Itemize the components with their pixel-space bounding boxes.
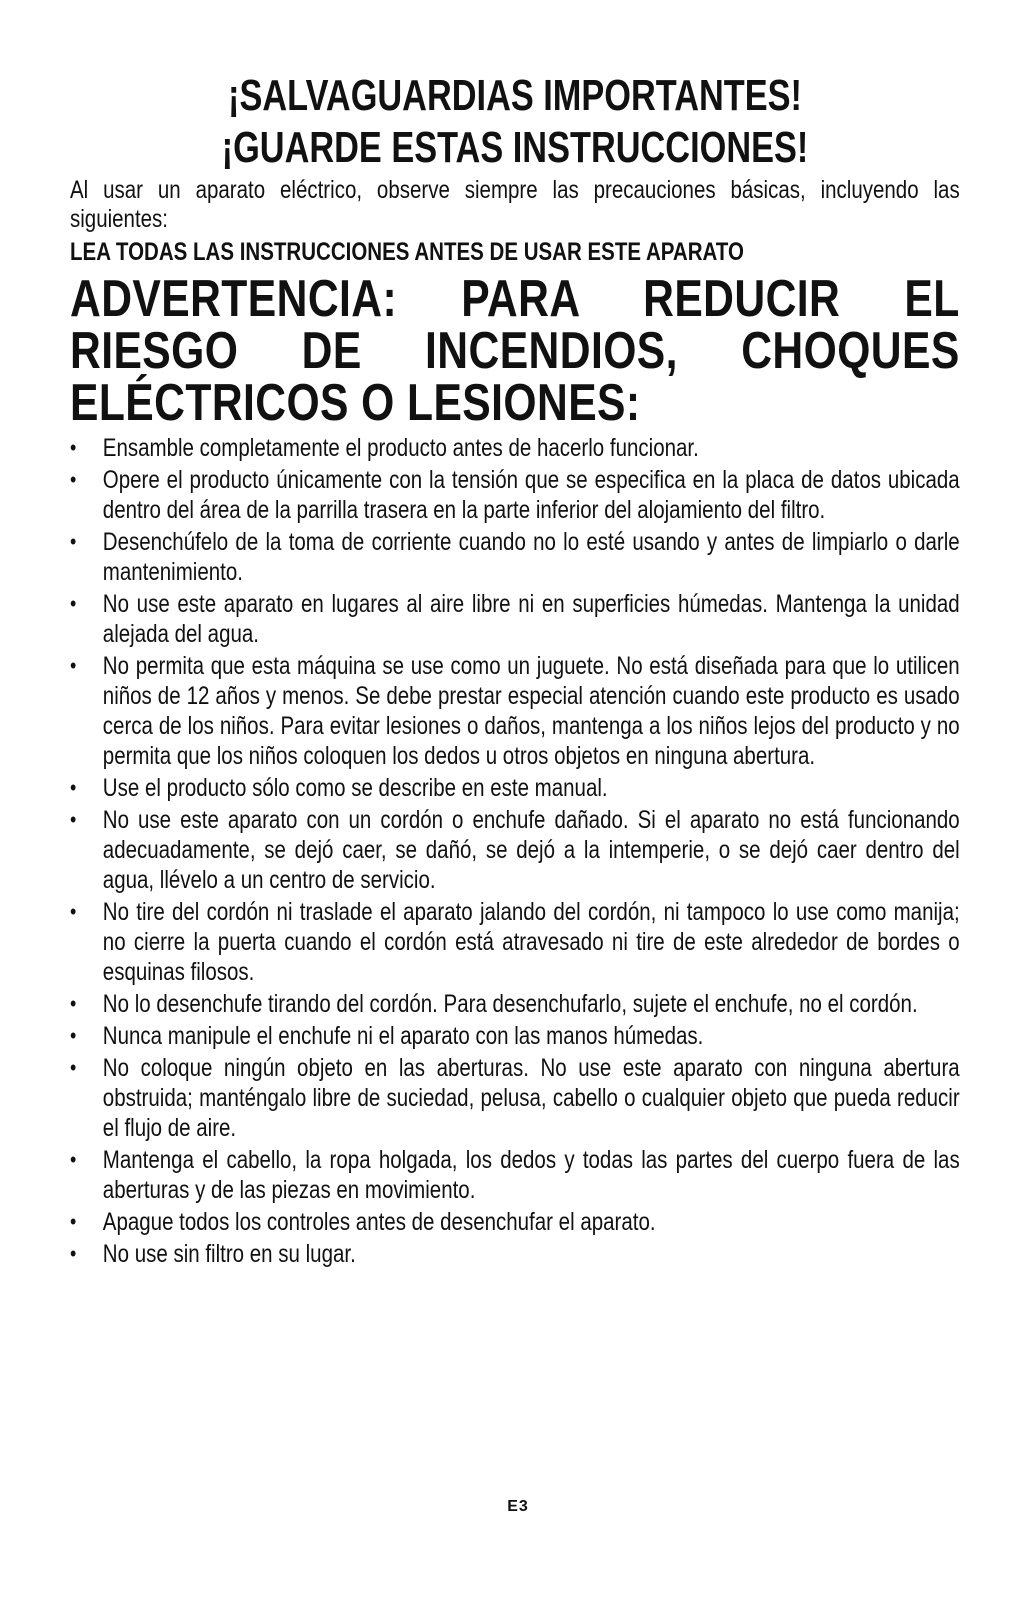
list-item-text: No lo desenchufe tirando del cordón. Para desenchufarlo, sujete el enchufe, no el cordón.	[102, 990, 918, 1018]
list-item	[70, 465, 960, 525]
list-item-text: Opere el producto únicamente con la tensión que se especifica en la placa de datos ubicada dentro del área de la parrilla trasera en la parte inferior del alojamiento del filtro.	[102, 466, 960, 524]
bullet-icon: •	[70, 529, 77, 554]
list-item-text: No use este aparato en lugares al aire libre ni en superficies húmedas. Mantenga la unidad alejada del agua.	[102, 590, 960, 648]
heading-line-2: ¡GUARDE ESTAS INSTRUCCIONES!	[221, 123, 809, 172]
bullet-icon: •	[70, 899, 77, 924]
list-item-text: Apague todos los controles antes de desenchufar el aparato.	[102, 1208, 656, 1236]
heading-block	[70, 70, 960, 174]
list-item-text: No use este aparato con un cordón o enchufe dañado. Si el aparato no está funcionando adecuadamente, se dejó caer, se dañó, se dejó a la intemperie, o se dejó caer dentro del agua, llévelo a un centro de servicio.	[102, 806, 960, 894]
list-item-text: Nunca manipule el enchufe ni el aparato con las manos húmedas.	[102, 1022, 704, 1050]
list-item	[70, 1021, 960, 1051]
list-item-text: Desenchúfelo de la toma de corriente cuando no lo esté usando y antes de limpiarlo o darle mantenimiento.	[102, 528, 960, 586]
list-item	[70, 773, 960, 803]
heading-line-1: ¡SALVAGUARDIAS IMPORTANTES!	[228, 71, 802, 120]
intro-paragraph: Al usar un aparato eléctrico, observe siempre las precauciones básicas, incluyendo las siguientes:	[70, 176, 960, 233]
body-content	[70, 176, 960, 1269]
bullet-icon: •	[70, 991, 77, 1016]
list-item-text: No tire del cordón ni traslade el aparato jalando del cordón, ni tampoco lo use como manija; no cierre la puerta cuando el cordón está atravesado ni tire de este alrededor de bordes o esquinas filosos.	[102, 898, 960, 986]
page-number: E3	[507, 1498, 529, 1515]
list-item	[70, 1053, 960, 1143]
list-item	[70, 527, 960, 587]
document-page	[70, 70, 960, 1271]
read-instructions-notice: LEA TODAS LAS INSTRUCCIONES ANTES DE USAR ESTE APARATO	[70, 238, 744, 266]
list-item	[70, 1239, 960, 1269]
list-item	[70, 589, 960, 649]
bullet-icon: •	[70, 1241, 77, 1266]
safety-rules-list	[70, 433, 960, 1269]
list-item	[70, 805, 960, 895]
list-item	[70, 433, 960, 463]
bullet-icon: •	[70, 1055, 77, 1080]
bullet-icon: •	[70, 1023, 77, 1048]
bullet-icon: •	[70, 591, 77, 616]
list-item	[70, 989, 960, 1019]
bullet-icon: •	[70, 1147, 77, 1172]
list-item-text: Mantenga el cabello, la ropa holgada, los dedos y todas las partes del cuerpo fuera de las aberturas y de las piezas en movimiento.	[102, 1146, 960, 1204]
list-item	[70, 897, 960, 987]
bullet-icon: •	[70, 467, 77, 492]
warning-heading: ADVERTENCIA: PARA REDUCIR EL RIESGO DE INCENDIOS, CHOQUES ELÉCTRICOS O LESIONES:	[70, 270, 960, 432]
list-item-text: No permita que esta máquina se use como un juguete. No está diseñada para que lo utilicen niños de 12 años y menos. Se debe prestar especial atención cuando este producto es usado cerca de los niños. Para evitar lesiones o daños, mantenga a los niños lejos del producto y no permita que los niños coloquen los dedos u otros objetos en ninguna abertura.	[102, 652, 960, 770]
bullet-icon: •	[70, 653, 77, 678]
bullet-icon: •	[70, 1209, 77, 1234]
bullet-icon: •	[70, 435, 77, 460]
list-item-text: No coloque ningún objeto en las aberturas. No use este aparato con ninguna abertura obstruida; manténgalo libre de suciedad, pelusa, cabello o cualquier objeto que pueda reducir el flujo de aire.	[102, 1054, 960, 1142]
list-item-text: No use sin filtro en su lugar.	[102, 1240, 356, 1268]
list-item-text: Ensamble completamente el producto antes de hacerlo funcionar.	[102, 434, 699, 462]
bullet-icon: •	[70, 775, 77, 800]
list-item	[70, 651, 960, 771]
list-item-text: Use el producto sólo como se describe en este manual.	[102, 774, 608, 802]
list-item	[70, 1207, 960, 1237]
bullet-icon: •	[70, 807, 77, 832]
list-item	[70, 1145, 960, 1205]
